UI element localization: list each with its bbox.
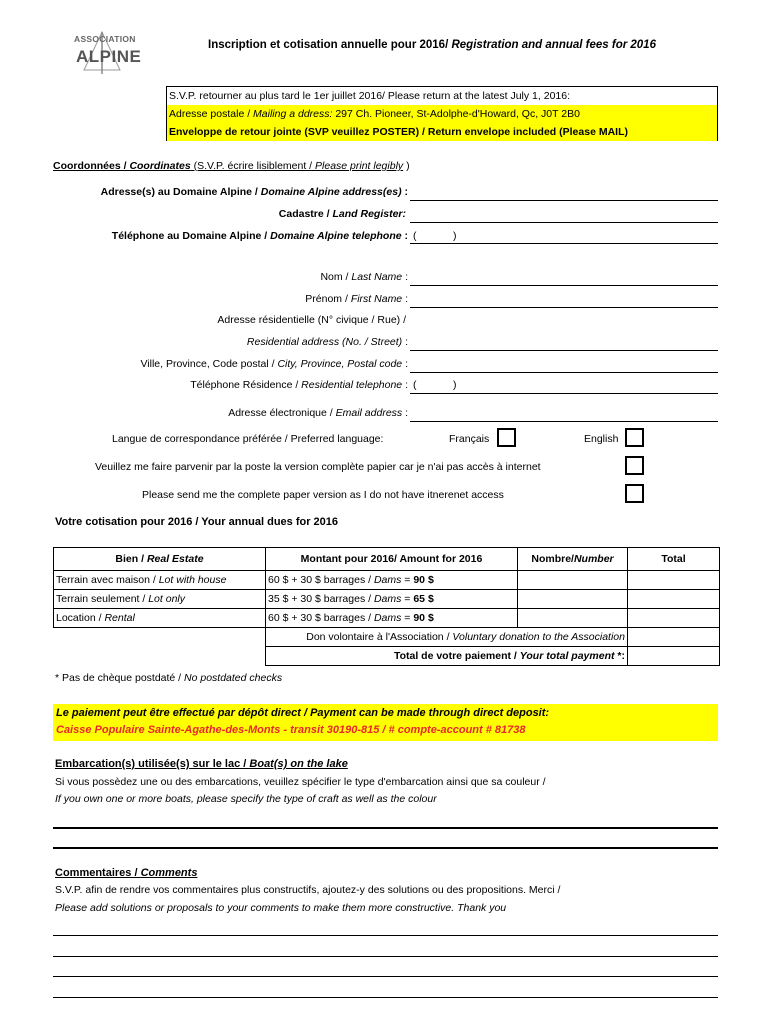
last-name-label-en: Last Name — [351, 271, 403, 283]
col-header-number-en: Number — [573, 553, 614, 565]
total-cell[interactable] — [628, 571, 720, 590]
amount-eq: = — [401, 593, 414, 605]
total-payment-label-end: *: — [614, 650, 625, 662]
domain-address-label-en: Domaine Alpine address(es) — [260, 186, 402, 198]
domain-phone-label-en: Domaine Alpine telephone — [270, 230, 402, 242]
amount-base: 60 $ + 30 $ barrages / — [268, 574, 374, 586]
number-cell[interactable] — [518, 590, 628, 609]
total-cell[interactable] — [628, 609, 720, 628]
comments-instructions-fr: S.V.P. afin de rendre vos commentaires plus constructifs, ajoutez-y des solutions ou des propositions. Merci / — [55, 884, 561, 896]
total-payment-label-fr: Total de votre paiement / — [393, 650, 520, 662]
dues-heading: Votre cotisation pour 2016 / Your annual dues for 2016 — [55, 516, 339, 528]
residential-phone-label-fr: Téléphone Résidence / — [190, 379, 302, 391]
empty-cell — [54, 647, 266, 666]
col-header-estate-fr: Bien / — [115, 553, 147, 565]
col-header-number-fr: Nombre/ — [531, 553, 574, 565]
estate-fr: Terrain avec maison / — [56, 574, 159, 586]
comments-field-2[interactable] — [53, 956, 718, 957]
paper-version-text-fr: Veuillez me faire parvenir par la poste la version complète papier car je n'ai pas accès à internet — [95, 461, 541, 473]
amount-price: 90 $ — [413, 612, 434, 624]
estate-fr: Terrain seulement / — [56, 593, 149, 605]
city-label-en: City, Province, Postal code — [277, 358, 403, 370]
coordinates-heading — [53, 160, 410, 172]
first-name-label — [305, 293, 408, 305]
comments-field-1[interactable] — [53, 935, 718, 936]
postdated-note-fr: * Pas de chèque postdaté / — [55, 672, 185, 684]
total-cell[interactable] — [628, 590, 720, 609]
amount-dams: Dams — [373, 612, 402, 624]
mailing-address-label-en: Mailing a ddress: — [253, 108, 333, 120]
coordinates-heading-fr: Coordonnées / — [53, 160, 130, 172]
comments-heading — [55, 867, 197, 879]
return-info-box — [166, 86, 718, 141]
last-name-label — [320, 271, 408, 283]
amount-cell — [266, 609, 518, 628]
boats-field-1[interactable] — [53, 827, 718, 829]
postdated-note-en: No postdated checks — [184, 672, 283, 684]
amount-cell — [266, 571, 518, 590]
print-legibly-note-end: ) — [403, 160, 410, 172]
first-name-label-en: First Name — [350, 293, 403, 305]
colon: : — [402, 407, 408, 419]
email-label — [228, 407, 408, 419]
residential-address-label-en-text: Residential address (No. / Street) — [246, 336, 403, 348]
estate-cell — [54, 571, 266, 590]
donation-total-cell[interactable] — [628, 628, 720, 647]
comments-instructions-en: Please add solutions or proposals to your comments to make them more constructive. Thank you — [55, 902, 507, 914]
return-envelope-note: Enveloppe de retour jointe (SVP veuillez POSTER) / Return envelope included (Please MAIL) — [167, 123, 717, 141]
mailing-address — [167, 105, 717, 123]
residential-address-field[interactable] — [410, 350, 718, 351]
title-fr: Inscription et cotisation annuelle pour 2016/ — [208, 39, 452, 51]
amount-eq: = — [401, 574, 414, 586]
language-english-label: English — [584, 433, 619, 445]
boats-heading-en: Boat(s) on the lake — [249, 758, 348, 770]
comments-heading-en: Comments — [140, 867, 198, 879]
amount-price: 65 $ — [413, 593, 434, 605]
cadastre-label — [279, 208, 406, 220]
cadastre-label-en: Land Register: — [332, 208, 406, 220]
area-code-open: ( — [413, 230, 417, 242]
boats-instructions-en: If you own one or more boats, please specify the type of craft as well as the colour — [55, 793, 437, 805]
city-label-fr: Ville, Province, Code postal / — [140, 358, 278, 370]
total-payment-cell[interactable] — [628, 647, 720, 666]
language-label: Langue de correspondance préférée / Preferred language: — [112, 433, 384, 445]
mailing-address-label-fr: Adresse postale / — [169, 108, 254, 120]
total-payment-label — [266, 647, 628, 666]
association-alpine-logo — [70, 30, 140, 75]
colon: : — [402, 379, 408, 391]
bank-account-line: Caisse Populaire Sainte-Agathe-des-Monts - transit 30190-815 / # compte-account # 81738 — [56, 724, 526, 736]
colon: : — [402, 336, 408, 348]
checkbox-english[interactable] — [625, 428, 644, 447]
col-header-amount: Montant pour 2016/ Amount for 2016 — [266, 548, 518, 571]
email-field[interactable] — [410, 421, 718, 422]
city-field[interactable] — [410, 372, 718, 373]
mailing-address-value: 297 Ch. Pioneer, St-Adolphe-d'Howard, Qc, J0T 2B0 — [332, 108, 580, 120]
checkbox-paper-version-en[interactable] — [625, 484, 644, 503]
col-header-estate — [54, 548, 266, 571]
first-name-label-fr: Prénom / — [305, 293, 351, 305]
res-area-code-open: ( — [413, 379, 417, 391]
residential-phone-label-en: Residential telephone — [301, 379, 403, 391]
domain-address-label-fr: Adresse(s) au Domaine Alpine / — [100, 186, 261, 198]
colon: : — [402, 358, 408, 370]
comments-field-4[interactable] — [53, 997, 718, 998]
residential-address-label-fr: Adresse résidentielle (N° civique / Rue) / — [217, 314, 406, 326]
donation-row — [54, 628, 720, 647]
email-label-fr: Adresse électronique / — [228, 407, 336, 419]
cadastre-field[interactable] — [410, 222, 718, 223]
amount-base: 35 $ + 30 $ barrages / — [268, 593, 374, 605]
colon: : — [401, 230, 408, 242]
residential-phone-field[interactable] — [410, 393, 718, 394]
first-name-field[interactable] — [410, 307, 718, 308]
total-payment-label-en: Your total payment — [519, 650, 615, 662]
direct-deposit-box — [53, 704, 718, 741]
number-cell[interactable] — [518, 571, 628, 590]
col-header-total: Total — [628, 548, 720, 571]
res-area-code-close: ) — [453, 379, 457, 391]
domain-phone-field[interactable] — [410, 243, 718, 244]
page-title — [208, 39, 656, 51]
boats-heading — [55, 758, 348, 770]
donation-label — [266, 628, 628, 647]
email-label-en: Email address — [335, 407, 403, 419]
donation-label-en: Voluntary donation to the Association — [452, 631, 625, 643]
return-deadline: S.V.P. retourner au plus tard le 1er juillet 2016/ Please return at the latest July 1, 2016: — [169, 90, 570, 102]
estate-en: Rental — [104, 612, 135, 624]
number-cell[interactable] — [518, 609, 628, 628]
table-row — [54, 590, 720, 609]
cadastre-label-fr: Cadastre / — [278, 208, 333, 220]
col-header-number — [518, 548, 628, 571]
colon: : — [402, 293, 408, 305]
logo-text-alpine: ALPINE — [76, 47, 142, 66]
estate-cell — [54, 609, 266, 628]
direct-deposit-line: Le paiement peut être effectué par dépôt direct / Payment can be made through direct deposit: — [56, 707, 550, 719]
table-row — [54, 571, 720, 590]
amount-dams: Dams — [373, 593, 402, 605]
print-legibly-note: (S.V.P. écrire lisiblement / — [190, 160, 316, 172]
boats-field-2[interactable] — [53, 847, 718, 849]
last-name-field[interactable] — [410, 285, 718, 286]
city-label — [140, 358, 408, 370]
domain-phone-label — [112, 230, 408, 242]
paper-version-text-en: Please send me the complete paper version as I do not have itnerenet access — [142, 489, 504, 501]
checkbox-french[interactable] — [497, 428, 516, 447]
amount-price: 90 $ — [413, 574, 434, 586]
boats-instructions-fr: Si vous possèdez une ou des embarcations, veuillez spécifier le type d'embarcation ainsi que sa couleur / — [55, 776, 546, 788]
amount-eq: = — [401, 612, 414, 624]
area-code-close: ) — [453, 230, 457, 242]
residential-phone-label — [190, 379, 408, 391]
amount-cell — [266, 590, 518, 609]
domain-address-label — [101, 186, 408, 198]
table-row — [54, 609, 720, 628]
comments-heading-fr: Commentaires / — [55, 867, 141, 879]
domain-phone-label-fr: Téléphone au Domaine Alpine / — [111, 230, 271, 242]
amount-base: 60 $ + 30 $ barrages / — [268, 612, 374, 624]
dues-table — [53, 547, 720, 666]
last-name-label-fr: Nom / — [320, 271, 352, 283]
domain-address-field[interactable] — [410, 200, 718, 201]
colon: : — [402, 271, 408, 283]
boats-heading-fr: Embarcation(s) utilisée(s) sur le lac / — [55, 758, 250, 770]
postdated-checks-note — [55, 672, 282, 684]
checkbox-paper-version[interactable] — [625, 456, 644, 475]
logo-text-association: ASSOCIATION — [74, 34, 136, 44]
empty-cell — [54, 628, 266, 647]
coordinates-heading-en: Coordinates — [129, 160, 191, 172]
colon: : — [401, 186, 408, 198]
estate-en: Lot with house — [158, 574, 227, 586]
col-header-estate-en: Real Estate — [146, 553, 204, 565]
estate-cell — [54, 590, 266, 609]
total-row — [54, 647, 720, 666]
title-en: Registration and annual fees for 2016 — [451, 39, 656, 51]
print-legibly-note-en: Please print legibly — [315, 160, 404, 172]
language-french-label: Français — [449, 433, 490, 445]
donation-label-fr: Don volontaire à l'Association / — [306, 631, 453, 643]
amount-dams: Dams — [373, 574, 402, 586]
comments-field-3[interactable] — [53, 976, 718, 977]
estate-en: Lot only — [148, 593, 185, 605]
estate-fr: Location / — [56, 612, 105, 624]
residential-address-label-en — [247, 336, 408, 348]
